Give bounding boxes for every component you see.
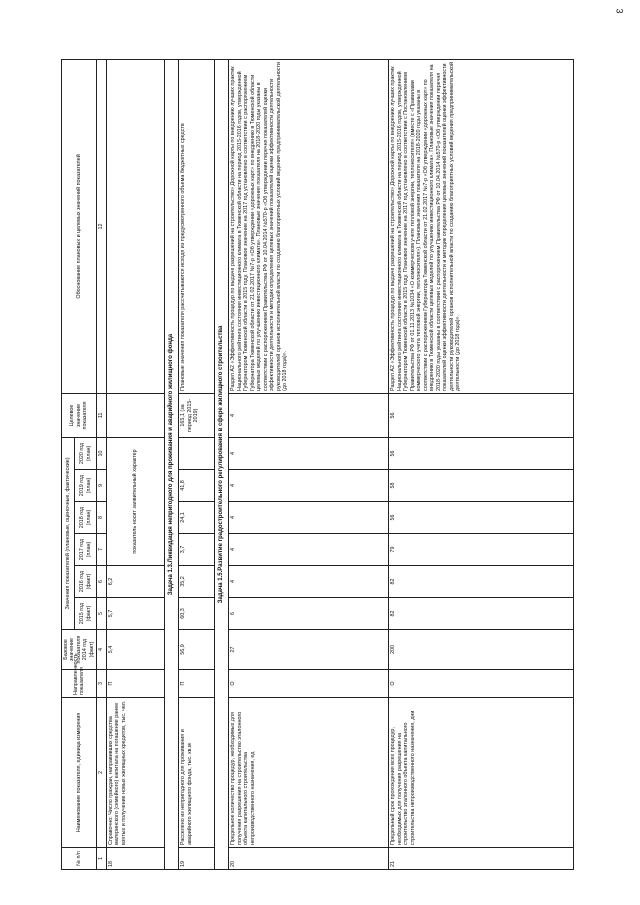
row-merged-note: показатель носит заявительный характер (106, 437, 164, 565)
row-justification (106, 59, 164, 393)
row-2019: 41,8 (179, 470, 215, 502)
row-base: 5,4 (106, 630, 164, 670)
row-2015: 82 (389, 598, 574, 630)
row-base: 200 (389, 630, 574, 670)
row-name: Предельный срок прохождения всех процедур, необходимых для получения разрешения на строительство эталонного объекта капитального строительства непроизводственного назначения, дни (389, 698, 574, 848)
header-2018: 2018 год (план) (75, 502, 97, 534)
row-2016: 82 (389, 566, 574, 598)
row-no: 20 (229, 848, 389, 870)
row-2017: 79 (389, 534, 574, 566)
row-2018: 56 (389, 502, 574, 534)
row-target: 4 (229, 393, 389, 437)
col-number: 7 (97, 534, 106, 566)
row-2020: 4 (229, 437, 389, 469)
table-row (179, 59, 215, 869)
row-direction: О (389, 670, 574, 698)
col-number: 11 (97, 393, 106, 437)
header-values-group: Значения показателей (плановые, оценочные, фактические) (62, 437, 75, 629)
row-name: Справочно: Число граждан, направивших средства материнского (семейного) капитала на погашение ранее взятых и получение новых жилищных кредитов, тыс. чел. (106, 698, 164, 848)
col-number: 10 (97, 437, 106, 469)
header-no: № п/п (62, 848, 97, 870)
row-no: 19 (179, 848, 215, 870)
row-2018: 24,1 (179, 502, 215, 534)
col-number: 3 (97, 670, 106, 698)
task-heading-row (164, 59, 178, 869)
header-2020: 2020 год (план) (75, 437, 97, 469)
row-2019: 4 (229, 470, 389, 502)
column-numbers-row (97, 59, 106, 869)
header-2017: 2017 год (план) (75, 534, 97, 566)
row-2017: 3,7 (179, 534, 215, 566)
header-2015: 2015 год (факт) (75, 598, 97, 630)
row-2016: 4 (229, 566, 389, 598)
header-2016: 2016 год (факт) (75, 566, 97, 598)
task-heading-row (215, 59, 229, 869)
header-name: Наименование показателя, единица измерения (62, 698, 97, 848)
row-direction: П (106, 670, 164, 698)
header-direction: Направленность показателя (62, 670, 97, 698)
row-justification: Раздел А2 «Эффективность процедур по выдаче разрешений на строительство» Дорожной карты по внедрению лучших практик Национального рейтинга состояния инвестиционного климата в Тюменской области на период 2015-2016 годов, утвержденной Губернатором Тюменской области в 2015 году. Плановое значение на 2017 год установлено в соответствии с Постановлением Правительства РФ от 01.11.2013 №1034 «О коммерческом учете тепловой энергии, теплоносителя» (вместе с «Правилами коммерческого учета тепловой энергии, теплоносителя»). Плановые значения показателя на 2018-2020 годы указаны в соответствии с распоряжением Губернатора Тюменской области от 21.02.2017 №7-р «Об утверждении «дорожных карт» по внедрению в Тюменской области целевых моделей по улучшению инвестиционного климата». Плановые значения показателя на 2018-2020 годы указаны в соответствии с распоряжением Правительства РФ от 10.04.2014 №570-р «Об утверждении перечня показателей оценки эффективности деятельности и методик определения целевых значений показателей оценки эффективности деятельности руководителей органов исполнительной власти по созданию благоприятных условий ведения предпринимательской деятельности (до 2018 года)». (389, 59, 574, 393)
row-2018: 4 (229, 502, 389, 534)
row-no: 21 (389, 848, 574, 870)
col-number: 2 (97, 698, 106, 848)
row-name: Предельное количество процедур, необходимых для получения разрешения на строительство эталонного объекта капитального строительства непроизводственного назначения, ед (229, 698, 389, 848)
page-number: 3 (614, 8, 625, 14)
col-number: 5 (97, 598, 106, 630)
col-number: 6 (97, 566, 106, 598)
row-2019: 58 (389, 470, 574, 502)
table-row (106, 59, 164, 869)
row-name: Расселено из непригодного для проживания и аварийного жилищного фонда, тыс. кв.м (179, 698, 215, 848)
row-base: 56,9 (179, 630, 215, 670)
table-row (229, 59, 389, 869)
row-direction: О (229, 670, 389, 698)
header-base: Базовое значение показателя 2014 год (факт) (62, 630, 97, 670)
row-2015: 60,3 (179, 598, 215, 630)
rotated-document (61, 60, 604, 870)
row-2017: 4 (229, 534, 389, 566)
row-2015: 5,7 (106, 598, 164, 630)
task-heading: Задача 1.5.Развитие градостроительного регулирования в сфере жилищного строительства (215, 59, 229, 869)
task-heading: Задача 1.3.Ликвидация непригодного для проживания и аварийного жилищного фонда (164, 59, 178, 869)
header-target: Целевое значение показателя (62, 393, 97, 437)
col-number: 9 (97, 470, 106, 502)
col-number: 12 (97, 59, 106, 393)
row-base: 27 (229, 630, 389, 670)
col-number: 1 (97, 848, 106, 870)
row-2015: 6 (229, 598, 389, 630)
col-number: 8 (97, 502, 106, 534)
col-number: 4 (97, 630, 106, 670)
header-2019: 2019 год (план) (75, 470, 97, 502)
header-justification: Обоснование плановых и целевых значений показателей (62, 59, 97, 393)
row-2016: 6,2 (106, 566, 164, 598)
row-no: 18 (106, 848, 164, 870)
row-2020: 56 (389, 437, 574, 469)
row-direction: П (179, 670, 215, 698)
row-justification: Раздел А2 «Эффективность процедур по выдаче разрешений на строительство» Дорожной карты по внедрению лучших практик Национального рейтинга состояния инвестиционного климата в Тюменской области на период 2015-2016 годов, утвержденной Губернатором Тюменской области в 2015 году. Плановое значение на 2017 год установлено в соответствии с распоряжением Губернатора Тюменской области от 21.02.2017 №7-р «Об утверждении «дорожных карт» по внедрению в Тюменской области целевых моделей по улучшению инвестиционного климата». Плановые значения показателя на 2018-2020 годы указаны в соответствии с распоряжением Правительства РФ от 10.04.2014 №570-р «Об утверждении перечня показателей оценки эффективности деятельности и методик определения целевых значений показателей оценки эффективности деятельности руководителей органов исполнительной власти по созданию благоприятных условий ведения предпринимательской деятельности (до 2018 года)». (229, 59, 389, 393)
row-target: 165,1 (за период 2015-2019) (179, 393, 215, 437)
row-2016: 35,2 (179, 566, 215, 598)
row-justification: Плановые значения показателя рассчитываются исходя из предусмотренного объема бюджетных средств (179, 59, 215, 393)
row-target (106, 393, 164, 437)
row-2020 (179, 437, 215, 469)
table-row (389, 59, 574, 869)
row-target: 56 (389, 393, 574, 437)
indicators-table (61, 59, 574, 870)
